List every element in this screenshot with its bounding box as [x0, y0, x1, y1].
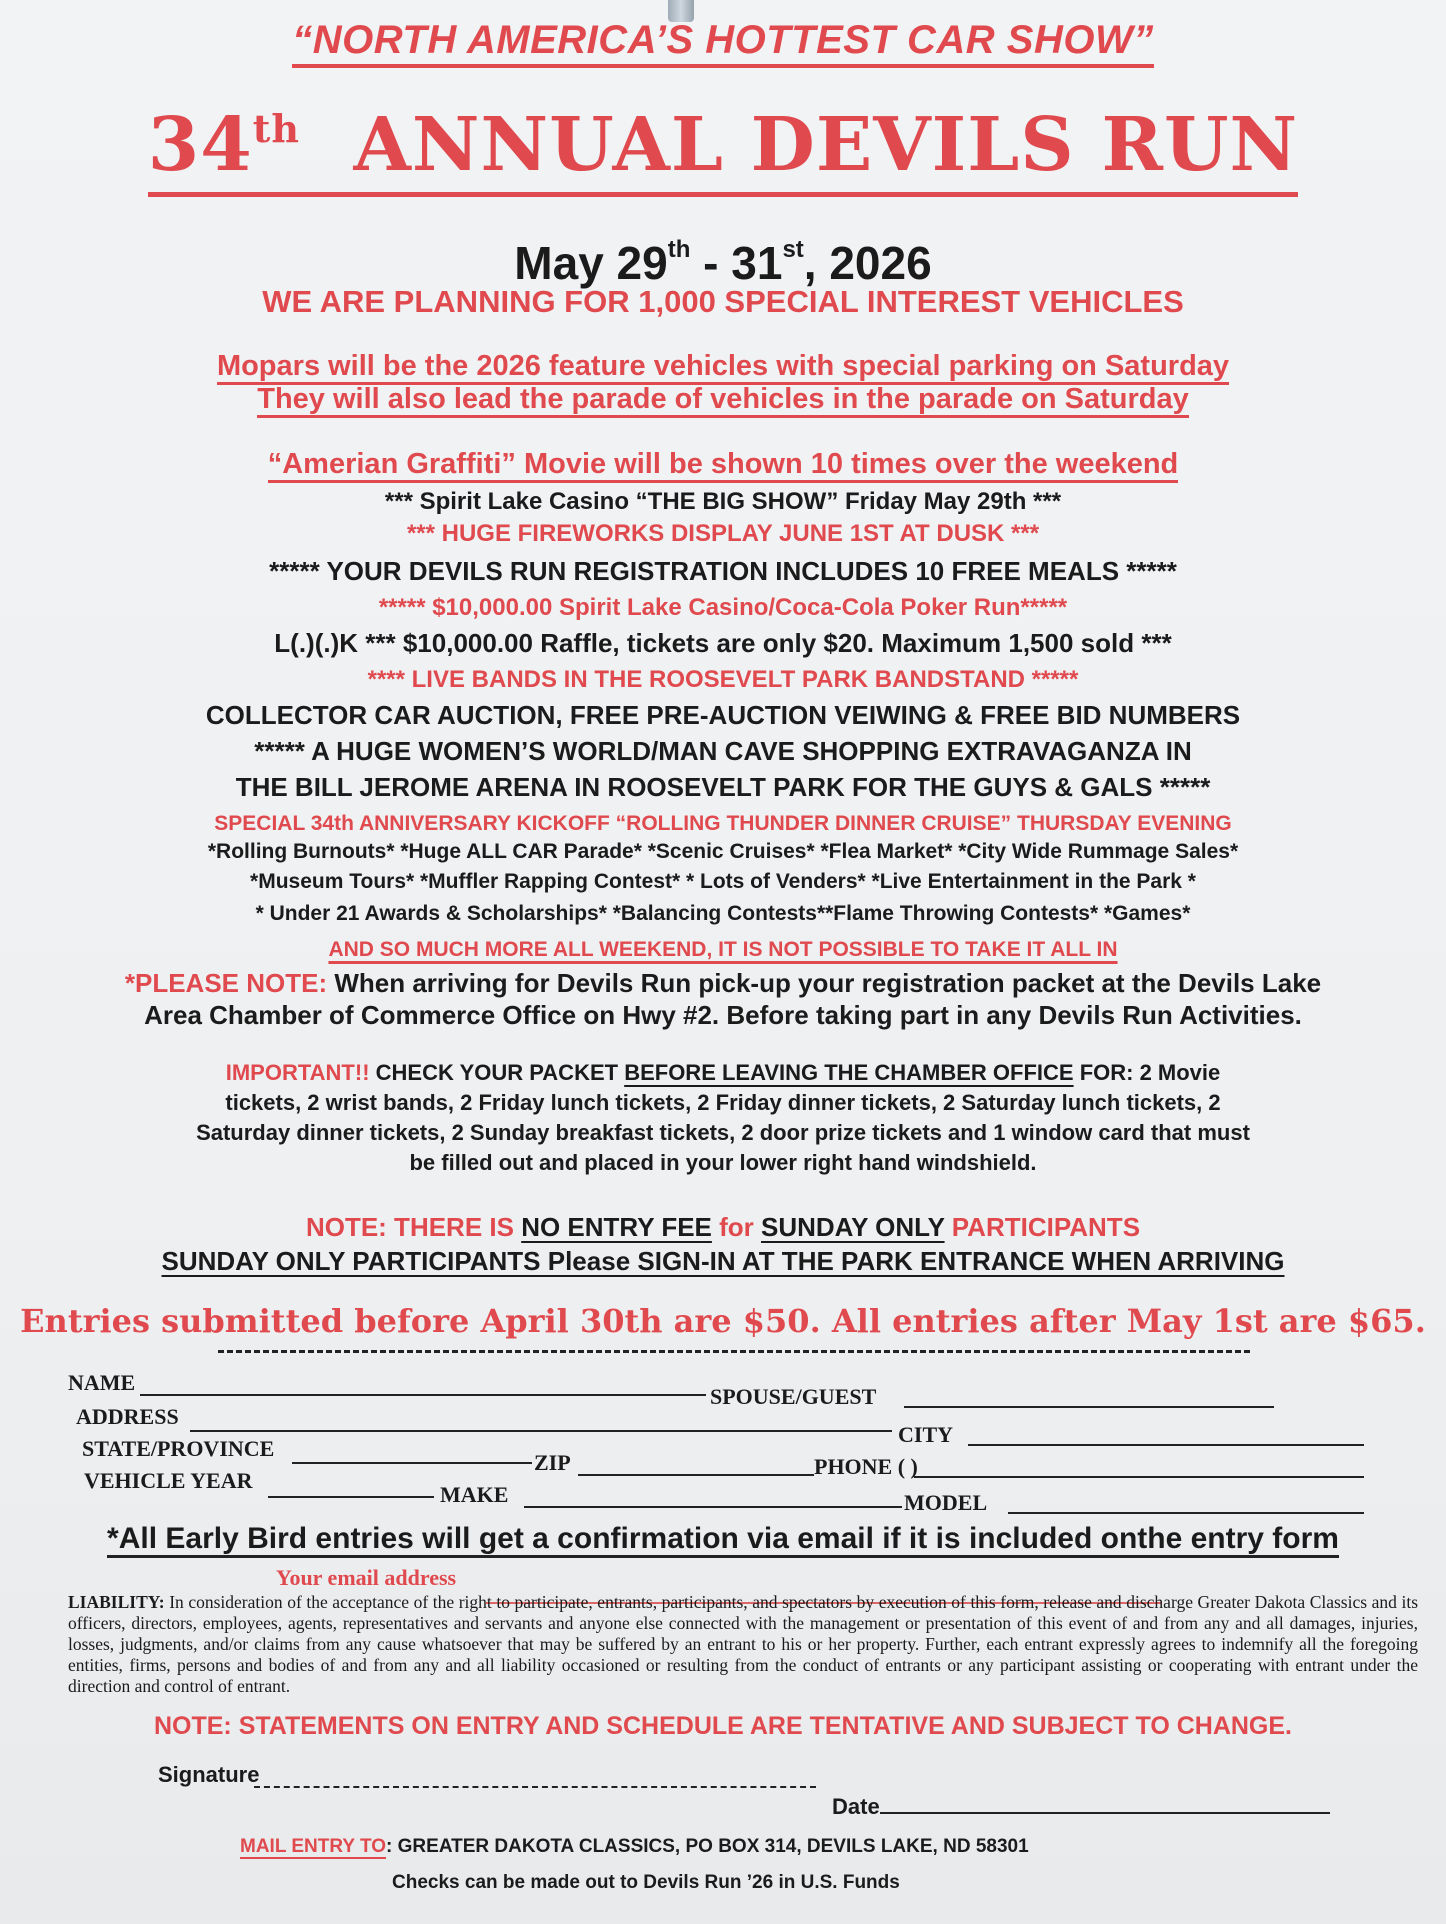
title-text: ANNUAL DEVILS RUN [353, 102, 1299, 188]
activities-line-2: *Museum Tours* *Muffler Rapping Contest* * Lots of Venders* *Live Entertainment in the Park * [250, 870, 1196, 893]
planning-line: WE ARE PLANNING FOR 1,000 SPECIAL INTEREST VEHICLES [262, 284, 1184, 319]
activities-line-1: *Rolling Burnouts* *Huge ALL CAR Parade* *Scenic Cruises* *Flea Market* *City Wide Rummage Sales* [207, 840, 1239, 863]
vehicle-year-label: VEHICLE YEAR [84, 1468, 253, 1493]
phone-field[interactable] [914, 1476, 1364, 1478]
important-line-4: be filled out and placed in your lower right hand windshield. [409, 1150, 1037, 1175]
address-field[interactable] [190, 1430, 892, 1432]
highlight-shopping-2: THE BILL JEROME ARENA IN ROOSEVELT PARK FOR THE GUYS & GALS ***** [235, 772, 1211, 802]
tentative-note: NOTE: STATEMENTS ON ENTRY AND SCHEDULE ARE TENTATIVE AND SUBJECT TO CHANGE. [153, 1712, 1292, 1740]
highlight-free-meals: ***** YOUR DEVILS RUN REGISTRATION INCLUDES 10 FREE MEALS ***** [269, 556, 1177, 586]
signature-field[interactable] [254, 1786, 816, 1788]
vehicle-year-field[interactable] [268, 1496, 434, 1498]
make-label: MAKE [440, 1482, 509, 1507]
important-line-3: Saturday dinner tickets, 2 Sunday breakfast tickets, 2 door prize tickets and 1 window card that must [196, 1120, 1250, 1145]
please-note-line-1: *PLEASE NOTE: When arriving for Devils Run pick-up your registration packet at the Devils Lake [124, 968, 1322, 998]
checks-note: Checks can be made out to Devils Run ’26 in U.S. Funds [392, 1872, 900, 1893]
city-field[interactable] [968, 1444, 1364, 1446]
highlight-live-bands: **** LIVE BANDS IN THE ROOSEVELT PARK BANDSTAND ***** [367, 666, 1079, 693]
city-label: CITY [898, 1422, 954, 1447]
highlight-shopping-1: ***** A HUGE WOMEN’S WORLD/MAN CAVE SHOPPING EXTRAVAGANZA IN [254, 736, 1192, 766]
state-field[interactable] [292, 1462, 532, 1464]
address-label: ADDRESS [76, 1404, 179, 1429]
title-suffix: th [252, 106, 300, 151]
sunday-note-line-1: NOTE: THERE IS NO ENTRY FEE for SUNDAY ONLY PARTICIPANTS [305, 1212, 1141, 1242]
so-much-more: AND SO MUCH MORE ALL WEEKEND, IT IS NOT POSSIBLE TO TAKE IT ALL IN [328, 938, 1118, 961]
movie-line: “Amerian Graffiti” Movie will be shown 10 times over the weekend [0, 448, 1446, 481]
early-bird-note: *All Early Bird entries will get a confirmation via email if it is included onthe entry form [0, 1522, 1446, 1556]
mopars-line-2: They will also lead the parade of vehicles in the parade on Saturday [0, 383, 1446, 416]
make-field[interactable] [524, 1506, 902, 1508]
name-label: NAME [68, 1370, 136, 1395]
sunday-note-line-2: SUNDAY ONLY PARTICIPANTS Please SIGN-IN AT THE PARK ENTRANCE WHEN ARRIVING [161, 1246, 1285, 1276]
important-line-1: IMPORTANT!! CHECK YOUR PACKET BEFORE LEAVING THE CHAMBER OFFICE FOR: 2 Movie [225, 1060, 1221, 1085]
state-label: STATE/PROVINCE [82, 1436, 275, 1461]
signature-label: Signature [158, 1762, 260, 1787]
highlight-kickoff: SPECIAL 34th ANNIVERSARY KICKOFF “ROLLING THUNDER DINNER CRUISE” THURSDAY EVENING [214, 812, 1232, 835]
model-label: MODEL [904, 1490, 988, 1515]
highlight-auction: COLLECTOR CAR AUCTION, FREE PRE-AUCTION VEIWING & FREE BID NUMBERS [205, 700, 1241, 730]
zip-field[interactable] [578, 1474, 814, 1476]
title-number: 34 [147, 102, 253, 188]
mail-entry-to: MAIL ENTRY TO: GREATER DAKOTA CLASSICS, PO BOX 314, DEVILS LAKE, ND 58301 [240, 1836, 1029, 1857]
highlight-poker-run: ***** $10,000.00 Spirit Lake Casino/Coca-Cola Poker Run***** [378, 594, 1068, 621]
important-line-2: tickets, 2 wrist bands, 2 Friday lunch tickets, 2 Friday dinner tickets, 2 Saturday lunch tickets, 2 [225, 1090, 1221, 1115]
email-label: Your email address [276, 1565, 457, 1590]
phone-label: PHONE ( ) [814, 1454, 918, 1479]
liability-text: LIABILITY: In consideration of the acceptance of the right to participate, entrants, participants, and spectators by execution of this form, release and discharge Greater Dakota Classics and its officers, directors, employees, agents, representatives and servants and anyone else connected with the management or presentation of this event of and from any and all damages, injuries, losses, judgments, and/or claims from any cause whatsoever that may be suffered by an entrant to his or her property. Further, each entrant expressly agrees to indemnify all the foregoing entities, firms, persons and bodies of and from any and all liability occasioned or resulting from the conduct of entrants or any participant assisting or cooperating with entrant under the direction and control of entrant. [68, 1592, 1418, 1696]
spouse-field[interactable] [904, 1406, 1274, 1408]
highlight-big-show: *** Spirit Lake Casino “THE BIG SHOW” Friday May 29th *** [384, 488, 1062, 515]
event-title [0, 102, 1446, 197]
activities-line-3: * Under 21 Awards & Scholarships* *Balancing Contests**Flame Throwing Contests* *Games* [255, 902, 1191, 925]
highlight-fireworks: *** HUGE FIREWORKS DISPLAY JUNE 1ST AT DUSK *** [406, 520, 1040, 547]
spouse-label: SPOUSE/GUEST [710, 1384, 877, 1409]
dashed-divider [218, 1350, 1250, 1353]
entry-fees: Entries submitted before April 30th are $50. All entries after May 1st are $65. [20, 1302, 1426, 1340]
date-label: Date [832, 1794, 880, 1819]
mopars-line-1: Mopars will be the 2026 feature vehicles with special parking on Saturday [0, 350, 1446, 383]
name-field[interactable] [140, 1394, 706, 1396]
highlight-raffle: L(.)(.)K *** $10,000.00 Raffle, tickets are only $20. Maximum 1,500 sold *** [274, 628, 1172, 658]
tagline: “NORTH AMERICA’S HOTTEST CAR SHOW” [0, 18, 1446, 63]
date-field[interactable] [880, 1812, 1330, 1814]
model-field[interactable] [1008, 1512, 1364, 1514]
event-dates: May 29th - 31st, 2026 [514, 236, 932, 289]
zip-label: ZIP [534, 1450, 571, 1475]
please-note-line-2: Area Chamber of Commerce Office on Hwy #2. Before taking part in any Devils Run Activities. [144, 1000, 1302, 1030]
